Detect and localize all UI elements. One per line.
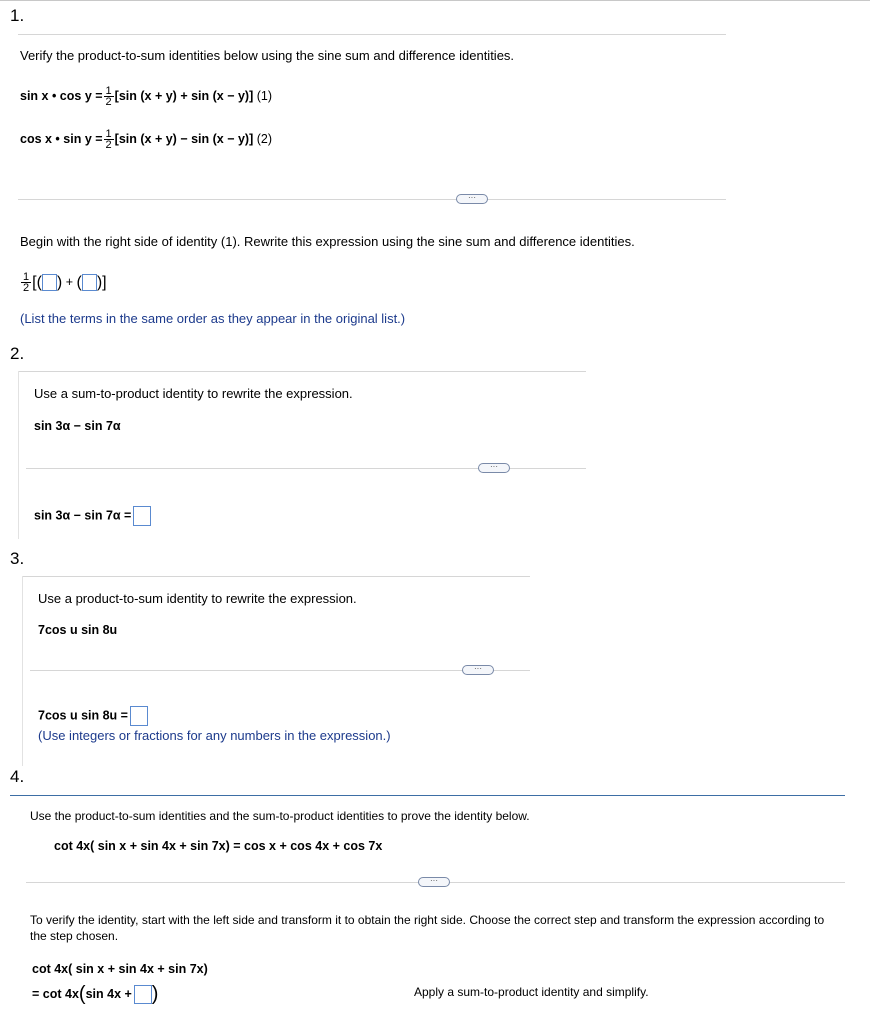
- q3-answer-row: [38, 706, 148, 726]
- q3-top-divider: [22, 576, 530, 577]
- q3-more-button[interactable]: ···: [462, 665, 494, 675]
- top-border: [0, 0, 870, 1]
- identity1-fraction: [104, 86, 114, 107]
- identity2-lhs: cos x • sin y =: [20, 131, 103, 146]
- identity1-frac-den: 2: [105, 96, 112, 108]
- close-paren-1: ): [56, 273, 63, 291]
- question-number-2: 2.: [10, 344, 25, 363]
- q4-step1-reason: Apply a sum-to-product identity and simplify.: [414, 985, 649, 999]
- q4-step1-close-paren: ): [151, 983, 159, 1005]
- q3-answer-input[interactable]: [130, 706, 148, 726]
- identity2-fraction: [104, 129, 114, 150]
- identity2-frac-num: 1: [105, 128, 112, 140]
- q3-expression: 7cos u sin 8u: [38, 623, 118, 637]
- q2-answer-input[interactable]: [133, 506, 151, 526]
- q1-instruction: Begin with the right side of identity (1). Rewrite this expression using the sine sum and difference identities.: [20, 234, 635, 249]
- q1-hint: (List the terms in the same order as they appear in the original list.): [20, 311, 406, 326]
- right-bracket: )]: [96, 273, 107, 291]
- q1-answer-input-2[interactable]: [82, 274, 97, 291]
- q1-identity-2: [20, 129, 272, 150]
- question-number-3: 3.: [10, 549, 25, 568]
- identity1-frac-num: 1: [105, 85, 112, 97]
- q2-expression: sin 3α − sin 7α: [34, 419, 121, 433]
- q4-identity: cot 4x( sin x + sin 4x + sin 7x) = cos x + cos 4x + cos 7x: [54, 839, 383, 853]
- q2-prompt: Use a sum-to-product identity to rewrite the expression.: [34, 386, 353, 401]
- q3-hint: (Use integers or fractions for any numbers in the expression.): [38, 728, 391, 743]
- q4-step1-open-paren: (: [78, 983, 86, 1005]
- answer-frac-den: 2: [23, 282, 30, 294]
- q4-step0: cot 4x( sin x + sin 4x + sin 7x): [32, 962, 208, 976]
- q4-prompt: Use the product-to-sum identities and the sum-to-product identities to prove the identity below.: [30, 809, 530, 823]
- identity1-rhs: [sin (x + y) + sin (x − y)]: [114, 88, 254, 103]
- question-number-1: 1.: [10, 6, 25, 25]
- q4-step1-prefix: = cot 4x: [32, 986, 79, 1001]
- identity1-lhs: sin x • cos y =: [20, 88, 103, 103]
- q4-top-divider: [10, 795, 845, 796]
- q3-left-border: [22, 576, 23, 766]
- q1-answer-input-1[interactable]: [42, 274, 57, 291]
- q3-answer-lhs: 7cos u sin 8u =: [38, 708, 128, 723]
- q4-instruction: To verify the identity, start with the left side and transform it to obtain the right side. Choose the correct step and transform the expression according to the step chosen.: [30, 913, 825, 943]
- q4-step1-inner: sin 4x +: [85, 986, 132, 1001]
- q3-prompt: Use a product-to-sum identity to rewrite the expression.: [38, 591, 357, 606]
- q2-more-button[interactable]: ···: [478, 463, 510, 473]
- q4-more-button[interactable]: ···: [418, 877, 450, 887]
- question-number-4: 4.: [10, 767, 25, 786]
- q2-left-border: [18, 371, 19, 539]
- identity2-frac-den: 2: [105, 139, 112, 151]
- q1-mid-divider: [18, 199, 726, 200]
- identity1-tag: (1): [256, 88, 273, 103]
- q1-prompt: Verify the product-to-sum identities below using the sine sum and difference identities.: [20, 48, 515, 63]
- q2-answer-row: [34, 506, 151, 526]
- q1-top-divider: [18, 34, 726, 35]
- identity2-rhs: [sin (x + y) − sin (x − y)]: [114, 131, 254, 146]
- q1-identity-1: [20, 86, 272, 107]
- identity2-tag: (2): [256, 131, 273, 146]
- answer-plus: +: [65, 274, 74, 289]
- answer-frac-num: 1: [23, 271, 30, 283]
- left-bracket: [(: [32, 273, 42, 291]
- q1-answer-row: [20, 272, 107, 293]
- q1-more-button[interactable]: ···: [456, 194, 488, 204]
- q4-step1-input[interactable]: [134, 985, 152, 1004]
- answer-fraction: [21, 272, 31, 293]
- open-paren-2: (: [76, 273, 82, 291]
- q4-step1-row: [32, 983, 158, 1006]
- q3-mid-divider: [30, 670, 530, 671]
- q2-top-divider: [18, 371, 586, 372]
- q2-answer-lhs: sin 3α − sin 7α =: [34, 508, 132, 523]
